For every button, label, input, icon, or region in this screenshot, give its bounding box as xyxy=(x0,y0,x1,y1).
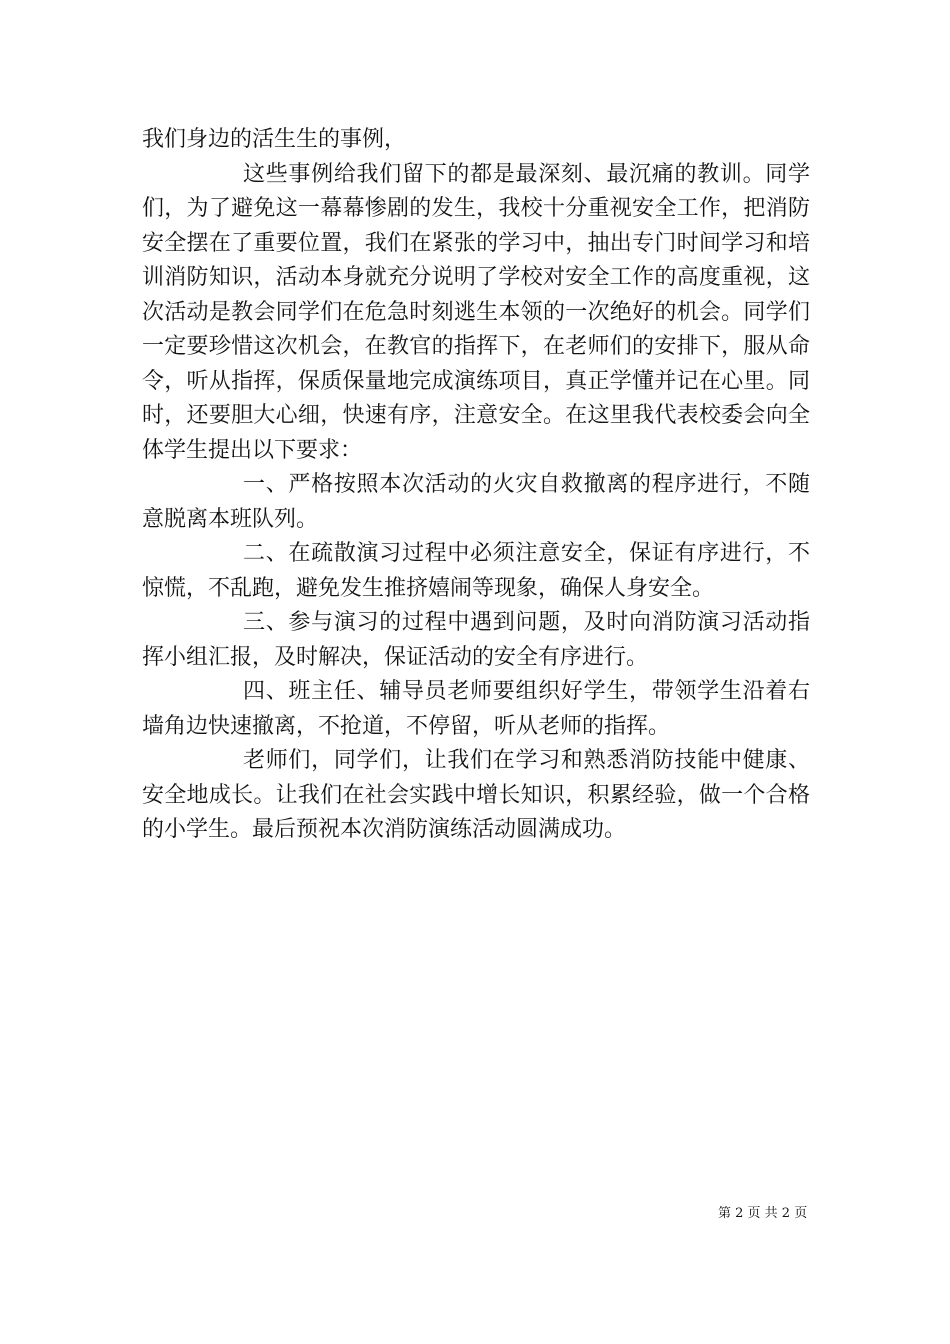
document-body xyxy=(142,123,810,848)
paragraph-intro-fragment: 我们身边的活生生的事例， xyxy=(142,127,407,152)
requirement-2: 二、在疏散演习过程中必须注意安全，保证有序进行，不惊慌，不乱跑，避免发生推挤嬉闹等现象，确保人身安全。 xyxy=(142,541,810,601)
requirement-3: 三、参与演习的过程中遇到问题，及时向消防演习活动指挥小组汇报，及时解决，保证活动的安全有序进行。 xyxy=(142,610,810,670)
requirement-4: 四、班主任、辅导员老师要组织好学生，带领学生沿着右墙角边快速撤离，不抢道，不停留，听从老师的指挥。 xyxy=(142,679,810,739)
paragraph-main: 这些事例给我们留下的都是最深刻、最沉痛的教训。同学们，为了避免这一幕幕惨剧的发生，我校十分重视安全工作，把消防安全摆在了重要位置，我们在紧张的学习中，抽出专门时间学习和培训消防知识，活动本身就充分说明了学校对安全工作的高度重视，这次活动是教会同学们在危急时刻逃生本领的一次绝好的机会。同学们一定要珍惜这次机会，在教官的指挥下，在老师们的安排下，服从命令，听从指挥，保质保量地完成演练项目，真正学懂并记在心里。同时，还要胆大心细，快速有序，注意安全。在这里我代表校委会向全体学生提出以下要求： xyxy=(142,161,810,463)
requirement-1: 一、严格按照本次活动的火灾自救撤离的程序进行，不随意脱离本班队列。 xyxy=(142,472,810,532)
closing-paragraph: 老师们，同学们，让我们在学习和熟悉消防技能中健康、安全地成长。让我们在社会实践中增长知识，积累经验，做一个合格的小学生。最后预祝本次消防演练活动圆满成功。 xyxy=(142,748,810,842)
page-number-footer: 第 2 页 共 2 页 xyxy=(718,1206,808,1221)
